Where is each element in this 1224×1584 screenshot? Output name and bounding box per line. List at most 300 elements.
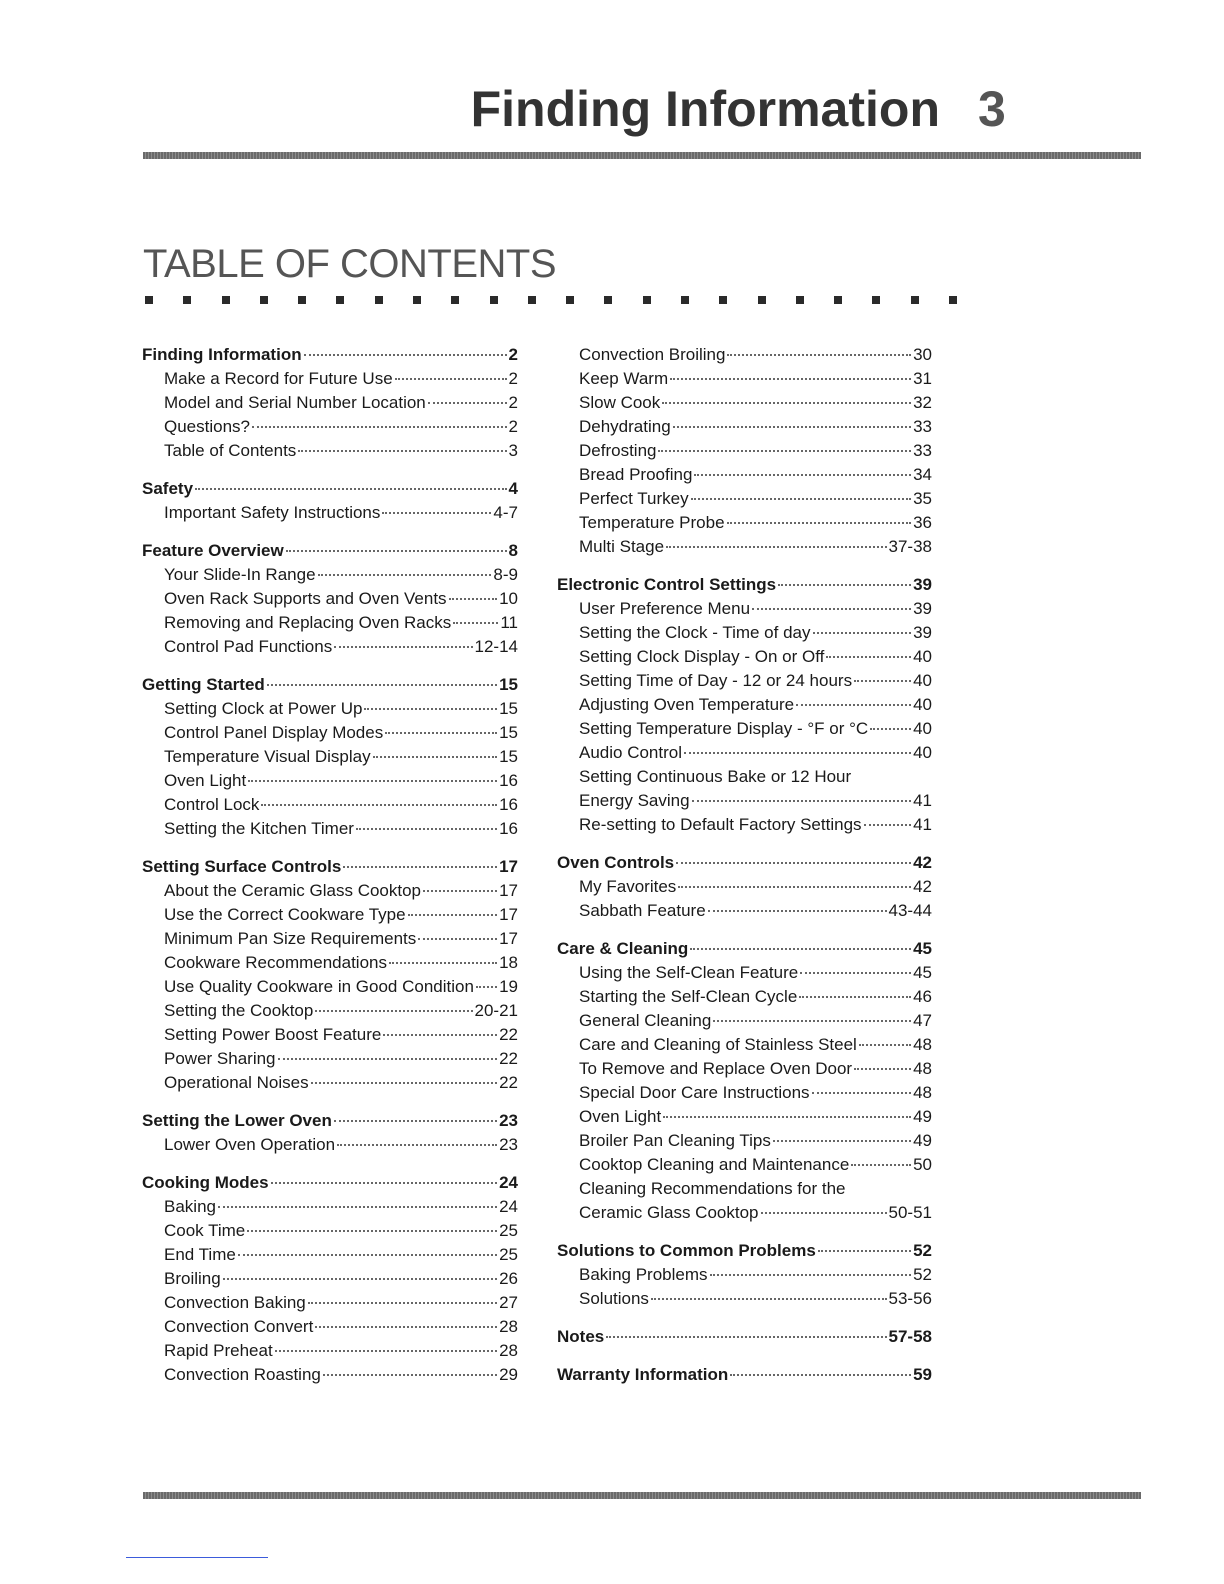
toc-entry-label: Setting the Kitchen Timer (164, 819, 354, 838)
toc-sub-entry[interactable] (557, 391, 932, 415)
dot-leader (670, 378, 911, 380)
toc-sub-entry[interactable] (557, 415, 932, 439)
toc-sub-entry[interactable] (142, 879, 518, 903)
toc-section-entry[interactable] (557, 573, 932, 597)
toc-entry-label: Convection Baking (164, 1293, 306, 1312)
toc-entry-page: 46 (913, 987, 932, 1006)
toc-sub-entry[interactable] (142, 391, 518, 415)
toc-entry-page: 25 (499, 1245, 518, 1264)
toc-entry-label: Safety (142, 479, 194, 498)
toc-entry-label: To Remove and Replace Oven Door (579, 1059, 853, 1078)
footer-rule (143, 1492, 1141, 1499)
dot-leader (859, 1044, 911, 1046)
toc-entry-label: Model and Serial Number Location (164, 393, 426, 412)
toc-sub-entry[interactable] (142, 1267, 518, 1291)
toc-entry-label: Lower Oven Operation (164, 1135, 336, 1154)
toc-left-column (142, 343, 518, 1387)
toc-entry-label: Solutions (579, 1289, 649, 1308)
square-bullet (719, 296, 727, 304)
dot-leader (666, 546, 886, 548)
toc-sub-entry[interactable] (557, 1263, 932, 1287)
toc-sub-entry[interactable] (557, 1177, 932, 1201)
toc-entry-label: Setting the Clock - Time of day (579, 623, 811, 642)
dot-leader (315, 1326, 497, 1328)
toc-section-entry[interactable] (557, 851, 932, 875)
toc-entry-page: 48 (913, 1083, 932, 1102)
toc-sub-entry[interactable] (557, 597, 932, 621)
square-bullet (758, 296, 766, 304)
dot-leader (252, 426, 507, 428)
toc-entry-label: Feature Overview (142, 541, 284, 560)
toc-sub-entry[interactable] (142, 1023, 518, 1047)
dot-leader (408, 914, 498, 916)
toc-entry-page: 29 (499, 1365, 518, 1384)
toc-section-entry[interactable] (142, 539, 518, 563)
dot-leader (428, 402, 507, 404)
toc-entry-page: 47 (913, 1011, 932, 1030)
dot-leader (673, 426, 911, 428)
footer-link-underline (126, 1557, 268, 1558)
dot-leader (800, 972, 911, 974)
dot-leader (453, 622, 498, 624)
dot-leader (334, 1120, 497, 1122)
toc-entry-page: 39 (913, 575, 932, 594)
toc-entry-label: Re-setting to Default Factory Settings (579, 815, 862, 834)
toc-entry-page: 22 (499, 1025, 518, 1044)
dot-leader (826, 656, 911, 658)
dot-leader (796, 704, 911, 706)
dot-leader (606, 1336, 886, 1338)
toc-sub-entry[interactable] (142, 1133, 518, 1157)
toc-entry-label: Solutions to Common Problems (557, 1241, 816, 1260)
toc-entry-label: Audio Control (579, 743, 683, 762)
toc-entry-label: Setting the Cooktop (164, 1001, 314, 1020)
toc-entry-label: Cooking Modes (142, 1173, 269, 1192)
toc-entry-page: 25 (499, 1221, 518, 1240)
dot-leader (708, 910, 887, 912)
toc-sub-entry[interactable] (557, 669, 932, 693)
toc-entry-label: Ceramic Glass Cooktop (579, 1203, 759, 1222)
toc-entry-page: 52 (913, 1241, 932, 1260)
toc-entry-page: 39 (913, 623, 932, 642)
toc-entry-page: 36 (913, 513, 932, 532)
toc-entry-page: 20-21 (474, 1001, 518, 1020)
dot-leader (271, 1182, 498, 1184)
toc-entry-page: 24 (499, 1197, 518, 1216)
dot-leader (248, 780, 497, 782)
toc-section-entry[interactable] (142, 343, 518, 367)
toc-entry-label: Minimum Pan Size Requirements (164, 929, 417, 948)
toc-sub-entry[interactable] (557, 535, 932, 559)
dot-leader (799, 996, 911, 998)
square-bullet (222, 296, 230, 304)
toc-entry-label: Broiler Pan Cleaning Tips (579, 1131, 771, 1150)
toc-entry-page: 16 (499, 771, 518, 790)
toc-sub-entry[interactable] (557, 621, 932, 645)
toc-sub-entry[interactable] (557, 741, 932, 765)
dot-leader (373, 756, 497, 758)
toc-entry-label: Convection Broiling (579, 345, 726, 364)
toc-entry-page: 16 (499, 819, 518, 838)
square-bullet (949, 296, 957, 304)
toc-entry-page: 8-9 (493, 565, 518, 584)
toc-entry-page: 48 (913, 1035, 932, 1054)
toc-section-entry[interactable] (557, 937, 932, 961)
dot-leader (663, 1116, 911, 1118)
toc-entry-label: Setting Power Boost Feature (164, 1025, 382, 1044)
toc-entry-label: My Favorites (579, 877, 677, 896)
toc-right-column (557, 343, 932, 1387)
toc-sub-entry[interactable] (557, 1201, 932, 1225)
toc-sub-entry[interactable] (142, 697, 518, 721)
toc-entry-page: 17 (499, 905, 518, 924)
toc-entry-label: Cookware Recommendations (164, 953, 387, 972)
dot-leader (383, 1034, 497, 1036)
toc-entry-label: Sabbath Feature (579, 901, 706, 920)
toc-entry-label: Dehydrating (579, 417, 671, 436)
toc-entry-label: Control Pad Functions (164, 637, 333, 656)
toc-sub-entry[interactable] (142, 439, 518, 463)
dot-leader (323, 1374, 497, 1376)
toc-entry-page: 10 (499, 589, 518, 608)
toc-sub-entry[interactable] (142, 1243, 518, 1267)
toc-sub-entry[interactable] (557, 1009, 932, 1033)
square-bullet (145, 296, 153, 304)
toc-sub-entry[interactable] (557, 511, 932, 535)
toc-entry-page: 32 (913, 393, 932, 412)
dot-leader (727, 354, 911, 356)
dot-leader (423, 890, 497, 892)
toc-entry-label: Multi Stage (579, 537, 665, 556)
toc-sub-entry[interactable] (557, 367, 932, 391)
toc-sub-entry[interactable] (557, 1105, 932, 1129)
toc-entry-page: 12-14 (474, 637, 518, 656)
dot-leader (304, 354, 507, 356)
dot-leader (382, 512, 491, 514)
toc-entry-page: 40 (913, 647, 932, 666)
toc-entry-page: 53-56 (888, 1289, 932, 1308)
dot-leader (308, 1302, 497, 1304)
dot-leader (261, 804, 497, 806)
toc-sub-entry[interactable] (557, 1129, 932, 1153)
toc-entry-page: 45 (913, 963, 932, 982)
toc-sub-entry[interactable] (557, 985, 932, 1009)
dot-leader (651, 1298, 887, 1300)
dot-leader (864, 824, 912, 826)
toc-sub-entry[interactable] (142, 1047, 518, 1071)
toc-entry-page: 45 (913, 939, 932, 958)
dot-leader (761, 1212, 887, 1214)
toc-entry-page: 40 (913, 743, 932, 762)
toc-entry-page: 26 (499, 1269, 518, 1288)
toc-entry-label: Cleaning Recommendations for the (579, 1179, 846, 1198)
dot-leader (662, 402, 911, 404)
dot-leader (195, 488, 507, 490)
toc-entry-label: Notes (557, 1327, 605, 1346)
toc-entry-page: 40 (913, 695, 932, 714)
toc-entry-page: 34 (913, 465, 932, 484)
toc-entry-label: Table of Contents (164, 441, 297, 460)
toc-sub-entry[interactable] (557, 1287, 932, 1311)
toc-entry-label: Care & Cleaning (557, 939, 689, 958)
toc-sub-entry[interactable] (142, 817, 518, 841)
square-bullet (911, 296, 919, 304)
dot-leader (247, 1230, 497, 1232)
dot-leader (691, 498, 911, 500)
square-bullet (183, 296, 191, 304)
toc-section-entry[interactable] (142, 673, 518, 697)
toc-entry-page: 4 (508, 479, 518, 498)
toc-sub-entry[interactable] (142, 769, 518, 793)
toc-entry-page: 35 (913, 489, 932, 508)
toc-sub-entry[interactable] (142, 367, 518, 391)
toc-entry-label: Make a Record for Future Use (164, 369, 393, 388)
toc-entry-page: 18 (499, 953, 518, 972)
toc-entry-page: 17 (499, 881, 518, 900)
toc-sub-entry[interactable] (142, 563, 518, 587)
header-rule (143, 152, 1141, 159)
toc-entry-page: 48 (913, 1059, 932, 1078)
dot-leader (752, 608, 911, 610)
square-bullet (796, 296, 804, 304)
toc-entry-label: Oven Light (164, 771, 247, 790)
toc-entry-label: Important Safety Instructions (164, 503, 381, 522)
toc-entry-label: Convection Roasting (164, 1365, 321, 1384)
toc-sub-entry[interactable] (557, 693, 932, 717)
dot-leader (727, 522, 912, 524)
toc-entry-label: Cook Time (164, 1221, 246, 1240)
toc-sub-entry[interactable] (557, 899, 932, 923)
dot-leader (812, 1092, 912, 1094)
toc-entry-label: Special Door Care Instructions (579, 1083, 810, 1102)
square-bullet (681, 296, 689, 304)
toc-sub-entry[interactable] (142, 951, 518, 975)
toc-entry-label: Power Sharing (164, 1049, 276, 1068)
toc-entry-label: Cooktop Cleaning and Maintenance (579, 1155, 850, 1174)
toc-entry-label: End Time (164, 1245, 236, 1264)
toc-section-entry[interactable] (142, 477, 518, 501)
toc-sub-entry[interactable] (557, 1033, 932, 1057)
dot-leader (286, 550, 507, 552)
toc-entry-page: 23 (499, 1135, 518, 1154)
toc-entry-page: 39 (913, 599, 932, 618)
toc-entry-page: 17 (499, 929, 518, 948)
dot-leader (298, 450, 506, 452)
dot-leader (364, 708, 497, 710)
toc-entry-label: About the Ceramic Glass Cooktop (164, 881, 422, 900)
toc-entry-label: Removing and Replacing Oven Racks (164, 613, 452, 632)
dot-leader (778, 584, 911, 586)
dot-leader (854, 680, 911, 682)
toc-entry-label: Setting the Lower Oven (142, 1111, 332, 1130)
toc-entry-page: 37-38 (888, 537, 932, 556)
toc-sub-entry[interactable] (142, 1219, 518, 1243)
dot-leader (658, 450, 911, 452)
toc-entry-label: Keep Warm (579, 369, 669, 388)
toc-sub-entry[interactable] (557, 1081, 932, 1105)
toc-sub-entry[interactable] (142, 635, 518, 659)
toc-sub-entry[interactable] (557, 961, 932, 985)
toc-entry-page: 33 (913, 441, 932, 460)
dot-leader (223, 1278, 497, 1280)
toc-entry-label: General Cleaning (579, 1011, 712, 1030)
toc-entry-label: Oven Light (579, 1107, 662, 1126)
toc-sub-entry[interactable] (142, 1071, 518, 1095)
toc-entry-page: 57-58 (888, 1327, 932, 1346)
toc-entry-label: Setting Time of Day - 12 or 24 hours (579, 671, 853, 690)
toc-entry-label: Broiling (164, 1269, 221, 1288)
toc-sub-entry[interactable] (142, 975, 518, 999)
square-bullet (336, 296, 344, 304)
toc-sub-entry[interactable] (142, 721, 518, 745)
dot-leader (418, 938, 497, 940)
dot-leader (692, 800, 912, 802)
toc-sub-entry[interactable] (142, 611, 518, 635)
toc-sub-entry[interactable] (557, 789, 932, 813)
toc-entry-label: Setting Clock at Power Up (164, 699, 363, 718)
toc-entry-label: Defrosting (579, 441, 657, 460)
toc-sub-entry[interactable] (557, 1153, 932, 1177)
toc-entry-label: Use Quality Cookware in Good Condition (164, 977, 474, 996)
toc-entry-label: Control Panel Display Modes (164, 723, 384, 742)
toc-sub-entry[interactable] (557, 875, 932, 899)
toc-entry-page: 2 (508, 417, 518, 436)
toc-entry-page: 16 (499, 795, 518, 814)
toc-section-entry[interactable] (557, 1239, 932, 1263)
toc-entry-page: 19 (499, 977, 518, 996)
toc-entry-label: Setting Clock Display - On or Off (579, 647, 825, 666)
toc-sub-entry[interactable] (142, 587, 518, 611)
toc-entry-label: Getting Started (142, 675, 265, 694)
dot-leader (395, 378, 507, 380)
toc-sub-entry[interactable] (142, 999, 518, 1023)
toc-entry-label: Setting Continuous Bake or 12 Hour (579, 767, 852, 786)
toc-entry-page: 50 (913, 1155, 932, 1174)
square-bullet (490, 296, 498, 304)
toc-entry-label: Temperature Visual Display (164, 747, 371, 766)
page-number: 3 (978, 81, 1006, 137)
toc-sub-entry[interactable] (557, 1057, 932, 1081)
dot-leader (818, 1250, 911, 1252)
toc-entry-page: 15 (499, 699, 518, 718)
toc-entry-page: 15 (499, 723, 518, 742)
toc-section-entry[interactable] (142, 1109, 518, 1133)
dot-leader (337, 1144, 497, 1146)
toc-sub-entry[interactable] (142, 501, 518, 525)
square-bullet (298, 296, 306, 304)
toc-entry-label: Energy Saving (579, 791, 690, 810)
toc-entry-page: 22 (499, 1073, 518, 1092)
dot-leader (690, 948, 911, 950)
toc-sub-entry[interactable] (142, 927, 518, 951)
toc-sub-entry[interactable] (557, 645, 932, 669)
toc-entry-page: 17 (499, 857, 518, 876)
toc-sub-entry[interactable] (557, 813, 932, 837)
toc-entry-page: 28 (499, 1341, 518, 1360)
toc-section-entry[interactable] (142, 1171, 518, 1195)
dot-leader (676, 862, 911, 864)
toc-entry-label: Baking (164, 1197, 216, 1216)
toc-sub-entry[interactable] (557, 717, 932, 741)
dot-leader (275, 1350, 497, 1352)
toc-entry-label: Oven Controls (557, 853, 675, 872)
toc-entry-page: 30 (913, 345, 932, 364)
toc-section-entry[interactable] (142, 855, 518, 879)
toc-sub-entry[interactable] (142, 1195, 518, 1219)
toc-sub-entry[interactable] (557, 765, 932, 789)
dot-leader (218, 1206, 497, 1208)
dot-leader (267, 684, 497, 686)
toc-entry-label: Questions? (164, 417, 250, 436)
dot-leader (870, 728, 911, 730)
toc-entry-label: Bread Proofing (579, 465, 693, 484)
square-bullet (260, 296, 268, 304)
dot-leader (334, 646, 472, 648)
toc-sub-entry[interactable] (142, 1291, 518, 1315)
toc-entry-page: 42 (913, 853, 932, 872)
toc-sub-entry[interactable] (557, 343, 932, 367)
square-bullet (566, 296, 574, 304)
toc-entry-page: 41 (913, 815, 932, 834)
square-bullet (451, 296, 459, 304)
toc-sub-entry[interactable] (142, 1363, 518, 1387)
toc-entry-page: 49 (913, 1107, 932, 1126)
toc-entry-page: 24 (499, 1173, 518, 1192)
toc-entry-page: 52 (913, 1265, 932, 1284)
toc-sub-entry[interactable] (142, 415, 518, 439)
toc-section-entry[interactable] (557, 1363, 932, 1387)
toc-entry-label: Electronic Control Settings (557, 575, 777, 594)
dot-leader (813, 632, 912, 634)
toc-entry-page: 23 (499, 1111, 518, 1130)
toc-sub-entry[interactable] (557, 463, 932, 487)
toc-entry-page: 50-51 (888, 1203, 932, 1222)
toc-entry-page: 49 (913, 1131, 932, 1150)
toc-sub-entry[interactable] (557, 487, 932, 511)
toc-entry-page: 2 (508, 345, 518, 364)
toc-entry-page: 2 (508, 369, 518, 388)
toc-sub-entry[interactable] (142, 903, 518, 927)
toc-entry-label: Use the Correct Cookware Type (164, 905, 406, 924)
toc-section-entry[interactable] (557, 1325, 932, 1349)
toc-entry-label: Rapid Preheat (164, 1341, 273, 1360)
toc-sub-entry[interactable] (142, 793, 518, 817)
toc-entry-page: 27 (499, 1293, 518, 1312)
dot-leader (389, 962, 497, 964)
toc-entry-page: 28 (499, 1317, 518, 1336)
toc-entry-page: 22 (499, 1049, 518, 1068)
dot-leader (385, 732, 497, 734)
toc-entry-label: Setting Surface Controls (142, 857, 342, 876)
toc-entry-label: User Preference Menu (579, 599, 751, 618)
dot-leader (278, 1058, 498, 1060)
toc-entry-page: 15 (499, 747, 518, 766)
toc-sub-entry[interactable] (142, 1339, 518, 1363)
toc-entry-page: 4-7 (493, 503, 518, 522)
toc-entry-label: Your Slide-In Range (164, 565, 316, 584)
toc-entry-label: Slow Cook (579, 393, 661, 412)
dot-leader (730, 1374, 911, 1376)
dot-leader (684, 752, 911, 754)
dot-leader (311, 1082, 498, 1084)
toc-entry-page: 31 (913, 369, 932, 388)
toc-entry-label: Perfect Turkey (579, 489, 689, 508)
dot-leader (694, 474, 911, 476)
toc-sub-entry[interactable] (557, 439, 932, 463)
dot-leader (356, 828, 497, 830)
toc-sub-entry[interactable] (142, 1315, 518, 1339)
toc-sub-entry[interactable] (142, 745, 518, 769)
